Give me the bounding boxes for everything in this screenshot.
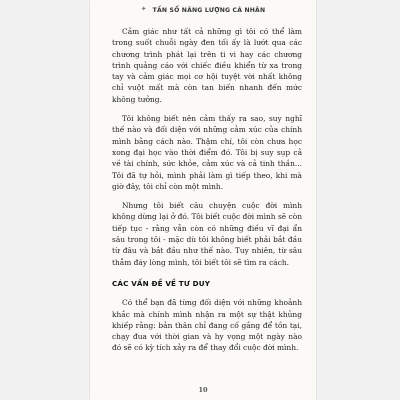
page-body	[112, 26, 302, 354]
flame-ornament-icon: ✦	[140, 5, 147, 13]
section-heading: CÁC VẤN ĐỀ VỀ TƯ DUY	[112, 278, 211, 288]
paragraph-2: Tôi không biết nên cảm thấy ra sao, suy nghĩ thế nào và đối diện với những cảm xúc của chính mình bằng cách nào. Thậm chí, tôi còn chưa học xong đại học vào thời điểm đó. Tôi bị suy sụp cả về tài chính, sức khỏe, cảm xúc và cả tinh thần... Tôi đã tự hỏi, mình phải làm gì tiếp theo, khi mà giờ đây, tôi chỉ còn một mình.	[112, 114, 302, 191]
page-number: 10	[198, 386, 208, 394]
running-header-title: TẦN SỐ NĂNG LƯỢNG CÁ NHÂN	[152, 6, 266, 14]
book-page	[90, 0, 316, 400]
running-header	[90, 4, 316, 16]
paragraph-1: Cảm giác như tất cả những gì tôi có thể làm trong suốt chuỗi ngày đen tối ấy là lướt qua các chương trình phát lại trên ti vi hay các chương trình quảng cáo với chiếc điều khiển từ xa trong tay và cảm giác mọi cơ hội tuyệt vời nhất không chỉ vuột mất mà còn tan biến nhanh đến mức không tưởng.	[112, 27, 302, 104]
section-paragraph: Có thể bạn đã từng đối diện với những khoảnh khắc mà chính mình nhận ra một sự thật khủng khiếp rằng: bản thân chỉ đang cố gắng để tồn tại, chạy đua với thời gian và hy vọng một ngày nào đó sẽ có kỳ tích xảy ra để thay đổi cuộc đời mình.	[112, 298, 302, 353]
paragraph-3: Nhưng tôi biết câu chuyện cuộc đời mình không dừng lại ở đó. Tôi biết cuộc đời mình sẽ còn tiếp tục - rằng vẫn còn có những điều vĩ đại ẩn sâu trong tôi - mặc dù tôi không biết phải bắt đầu từ đâu và bắt đầu như thế nào. Tuy nhiên, từ sâu thẳm đáy lòng mình, tôi biết tôi sẽ tìm ra cách.	[112, 201, 302, 267]
